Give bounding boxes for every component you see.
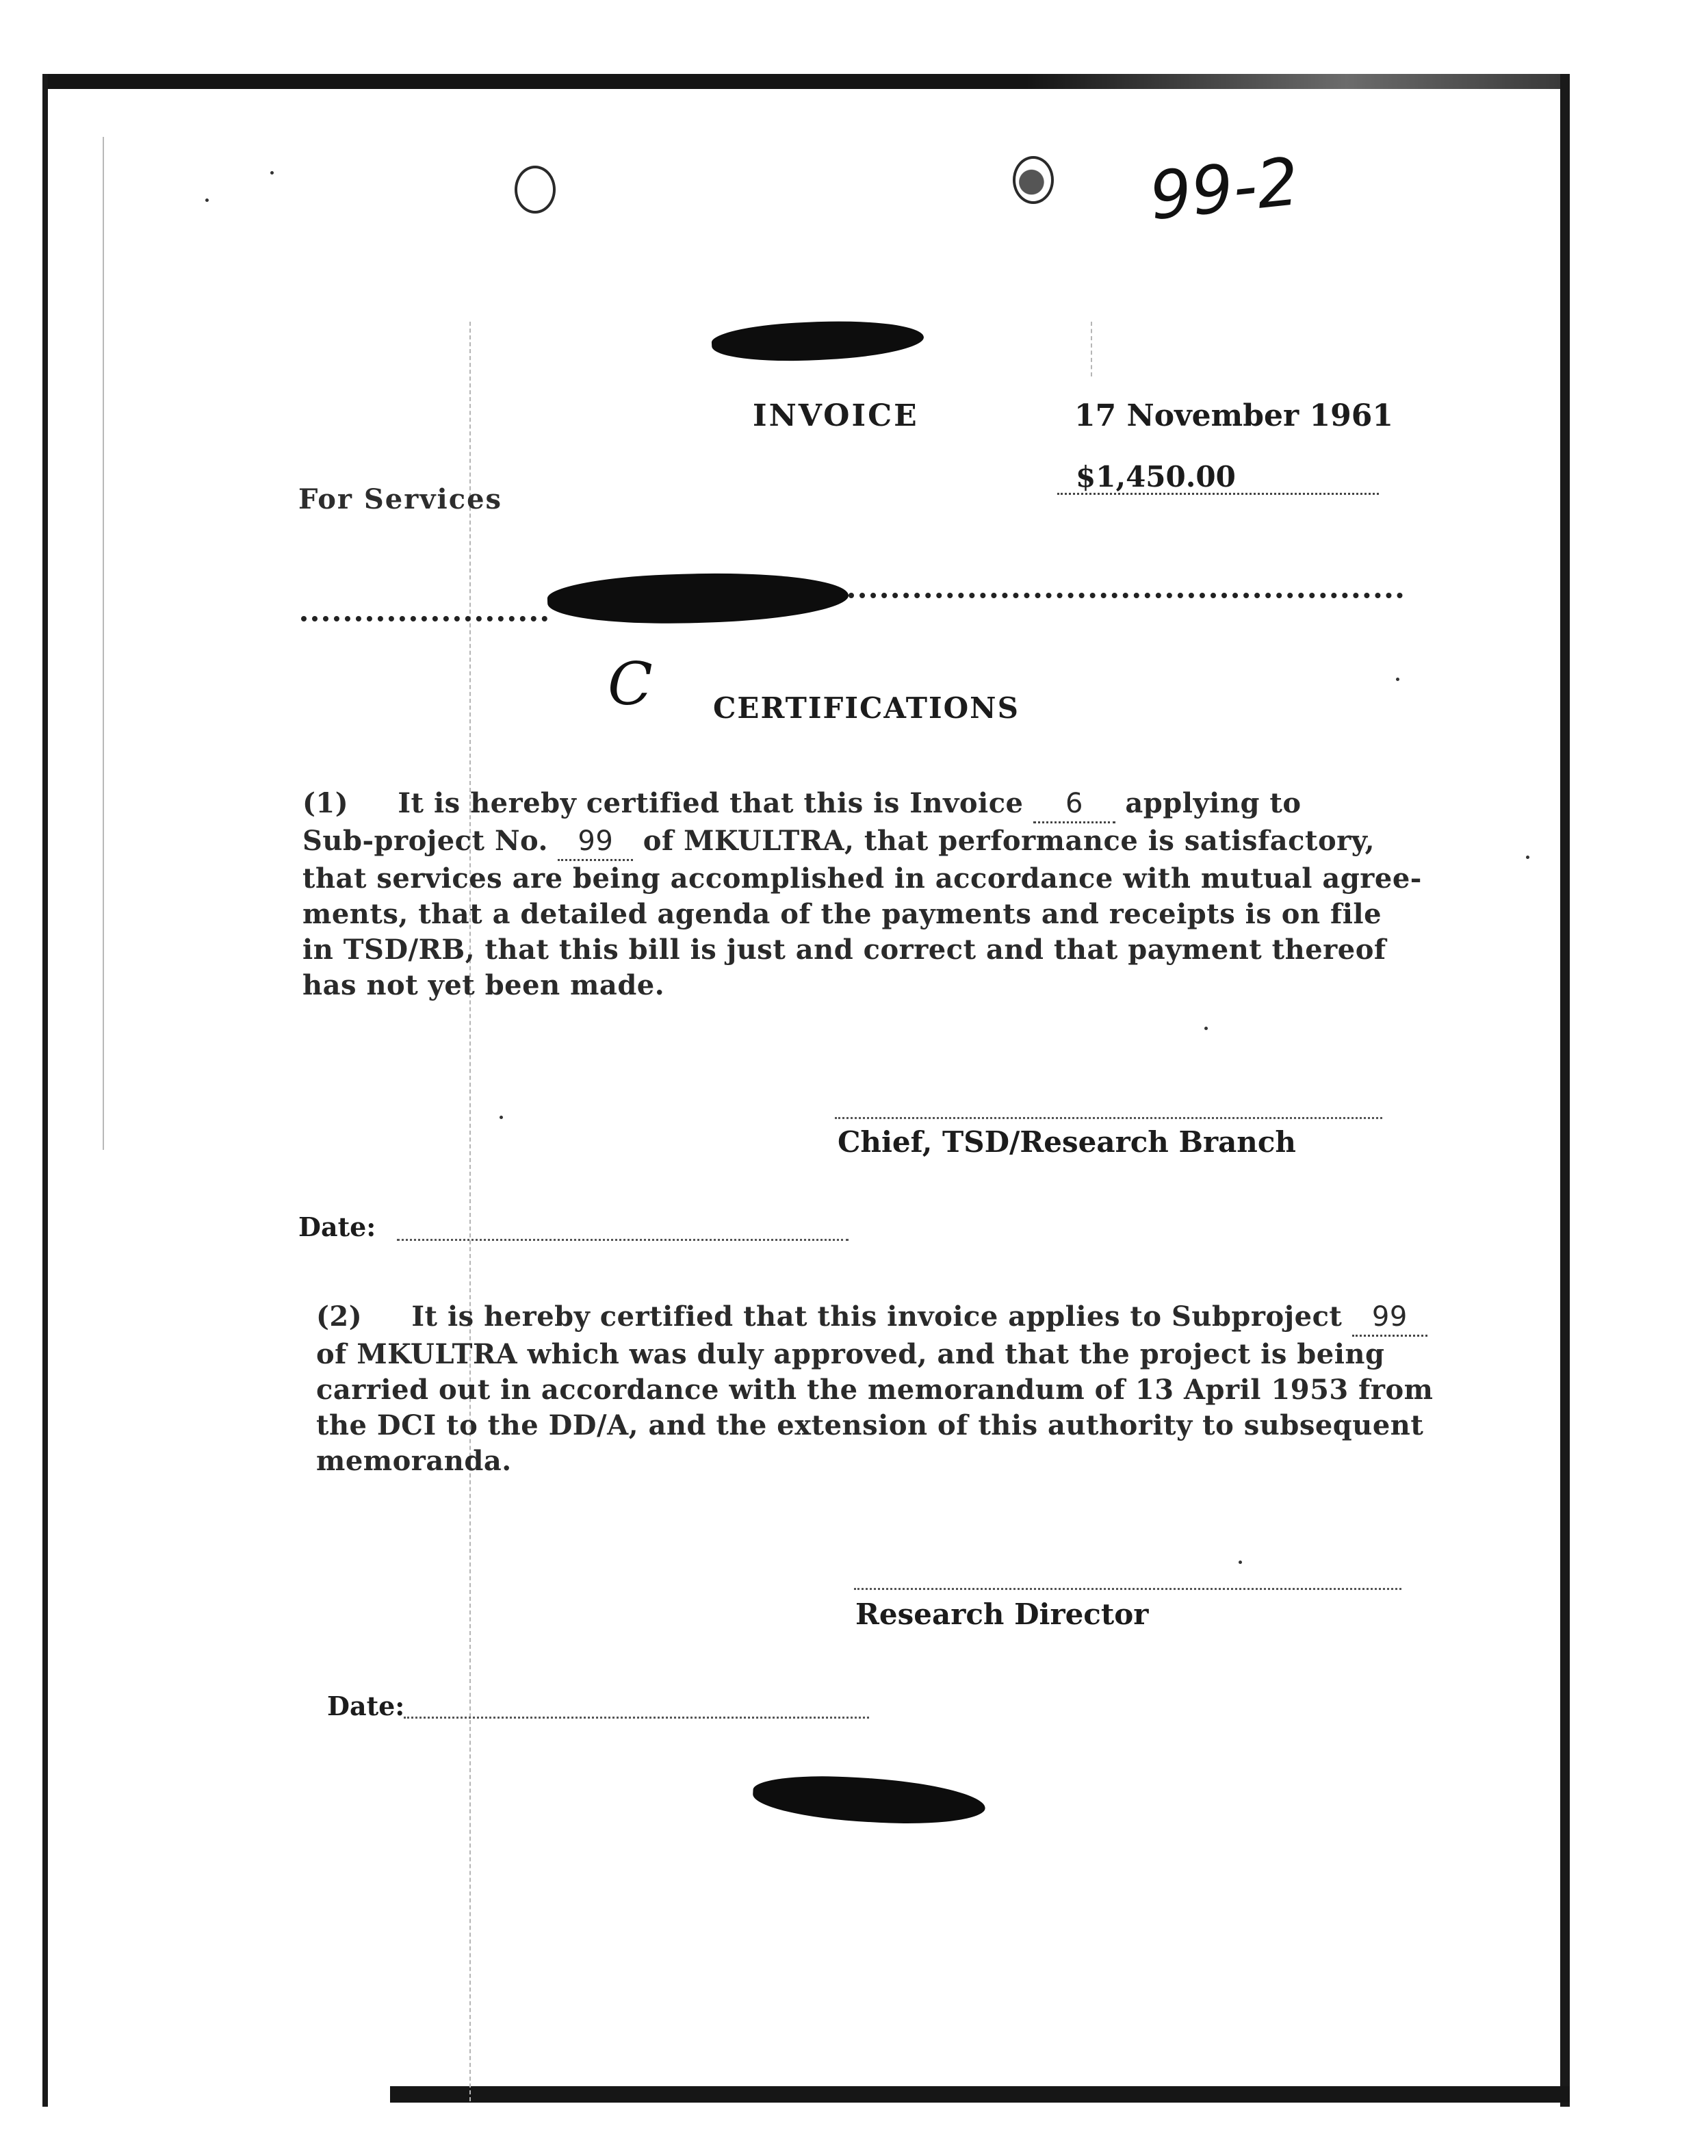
certifications-heading: CERTIFICATIONS: [713, 691, 1020, 725]
scan-speck: [1204, 1027, 1208, 1030]
date-label-1: Date:: [298, 1211, 376, 1242]
scan-border-bottom: [390, 2086, 1570, 2103]
cert1-text-c: Sub-project No.: [302, 825, 548, 857]
redaction-block-middle: [547, 568, 849, 628]
certification-2-text: [316, 1299, 1434, 1479]
cert1-line-1: [302, 786, 1411, 823]
invoice-title: INVOICE: [753, 398, 919, 433]
for-services-label: For Services: [298, 483, 503, 515]
scan-border-left: [42, 74, 48, 2107]
cert1-line-4: ments, that a detailed agenda of the payments and receipts is on file: [302, 898, 1382, 930]
subproject-number-field-2: 99: [1352, 1299, 1427, 1337]
punch-hole-left: [515, 166, 556, 214]
scan-speck: [205, 198, 209, 202]
dotted-rule-right: [849, 593, 1403, 598]
cert1-line-5: in TSD/RB, that this bill is just and correct and that payment thereof: [302, 934, 1386, 966]
scan-speck: [1526, 856, 1529, 859]
cert1-line-2: [302, 823, 1411, 861]
cert2-line-4: the DCI to the DD/A, and the extension of this authority to subsequent: [316, 1409, 1424, 1441]
signatory-director: Research Director: [855, 1597, 1149, 1631]
certification-1-text: [302, 786, 1422, 1003]
redaction-block-bottom: [752, 1772, 987, 1828]
cert1-text-b: applying to: [1125, 787, 1302, 819]
cert2-text-a: It is hereby certified that this invoice applies to Subproject: [411, 1300, 1343, 1333]
invoice-number-field: 6: [1033, 786, 1115, 823]
cert2-line-2: of MKULTRA which was duly approved, and that the project is being: [316, 1338, 1385, 1370]
invoice-amount: $1,450.00: [1076, 460, 1236, 493]
redaction-block-top: [711, 316, 925, 365]
cert1-number: (1): [302, 787, 349, 819]
handwritten-file-number: 99-2: [1146, 142, 1303, 235]
punch-hole-right: [1013, 156, 1054, 204]
date-line-1: [397, 1239, 849, 1241]
signature-line-chief: [835, 1117, 1382, 1119]
margin-line: [103, 137, 104, 1150]
dotted-rule-left: [301, 616, 547, 621]
cert2-line-1: [316, 1299, 1425, 1337]
cert1-line-6: has not yet been made.: [302, 969, 665, 1001]
cert1-text-a: It is hereby certified that this is Invoice: [398, 787, 1024, 819]
scan-border-top-fade: [1026, 74, 1560, 89]
cert1-line-3: that services are being accomplished in accordance with mutual agree-: [302, 862, 1422, 895]
handwritten-mark: C: [608, 650, 653, 719]
scan-border-right: [1560, 74, 1570, 2107]
subproject-number-field: 99: [558, 823, 633, 861]
cert2-number: (2): [316, 1300, 363, 1333]
invoice-date: 17 November 1961: [1074, 398, 1393, 433]
date-label-2: Date:: [327, 1691, 405, 1721]
scan-speck: [1239, 1561, 1242, 1564]
cert2-line-5: memoranda.: [316, 1445, 512, 1477]
signature-line-director: [854, 1588, 1401, 1590]
scan-speck: [1396, 678, 1399, 681]
fold-guide: [469, 322, 471, 2101]
signatory-chief: Chief, TSD/Research Branch: [838, 1125, 1296, 1159]
cert1-text-d: of MKULTRA, that performance is satisfactory,: [643, 825, 1375, 857]
scan-speck: [500, 1116, 503, 1119]
fold-guide-right: [1091, 322, 1092, 376]
date-line-2: [404, 1717, 869, 1719]
scan-speck: [270, 171, 274, 175]
cert2-line-3: carried out in accordance with the memorandum of 13 April 1953 from: [316, 1374, 1434, 1406]
amount-underline: [1057, 493, 1379, 495]
